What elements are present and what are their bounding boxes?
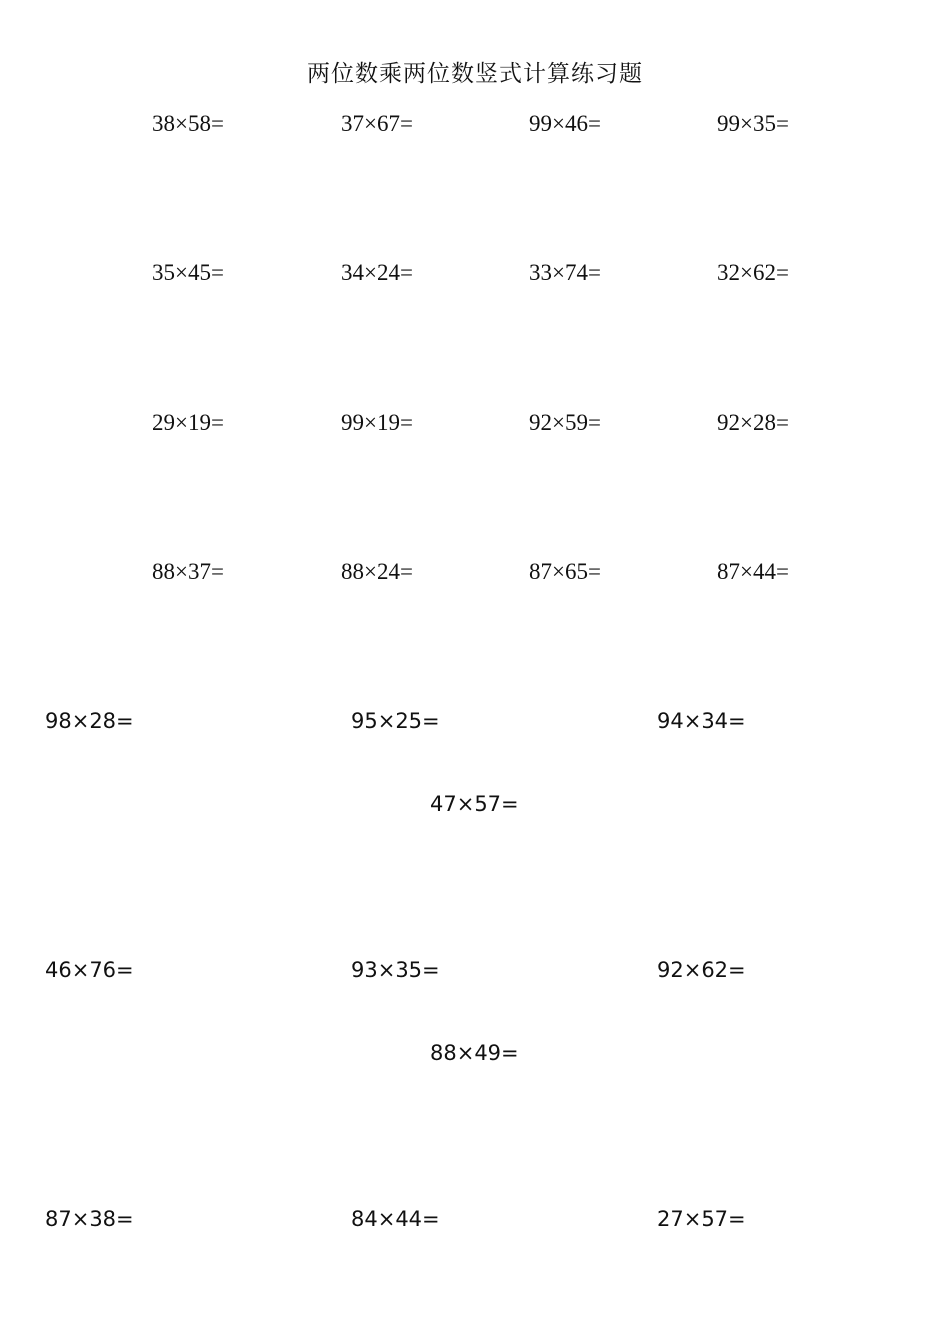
math-problem: 98×28=: [45, 709, 134, 733]
math-problem: 35×45=: [152, 260, 224, 285]
math-problem: 87×44=: [717, 559, 789, 584]
math-problem: 99×35=: [717, 111, 789, 136]
math-problem: 99×19=: [341, 410, 413, 435]
math-problem: 37×67=: [341, 111, 413, 136]
math-problem: 88×24=: [341, 559, 413, 584]
math-problem: 94×34=: [657, 709, 746, 733]
math-problem: 34×24=: [341, 260, 413, 285]
math-problem: 92×62=: [657, 958, 746, 982]
math-problem: 29×19=: [152, 410, 224, 435]
math-problem: 87×38=: [45, 1207, 134, 1231]
math-problem: 99×46=: [529, 111, 601, 136]
math-problem: 46×76=: [45, 958, 134, 982]
math-problem: 92×59=: [529, 410, 601, 435]
math-problem: 87×65=: [529, 559, 601, 584]
math-problem: 84×44=: [351, 1207, 440, 1231]
math-problem: 88×37=: [152, 559, 224, 584]
math-problem: 38×58=: [152, 111, 224, 136]
math-problem: 27×57=: [657, 1207, 746, 1231]
math-problem-centered: 47×57=: [430, 792, 519, 816]
math-problem: 92×28=: [717, 410, 789, 435]
math-problem-centered: 88×49=: [430, 1041, 519, 1065]
math-problem: 95×25=: [351, 709, 440, 733]
page-title: 两位数乘两位数竖式计算练习题: [307, 61, 643, 87]
math-problem: 33×74=: [529, 260, 601, 285]
math-problem: 32×62=: [717, 260, 789, 285]
math-problem: 93×35=: [351, 958, 440, 982]
